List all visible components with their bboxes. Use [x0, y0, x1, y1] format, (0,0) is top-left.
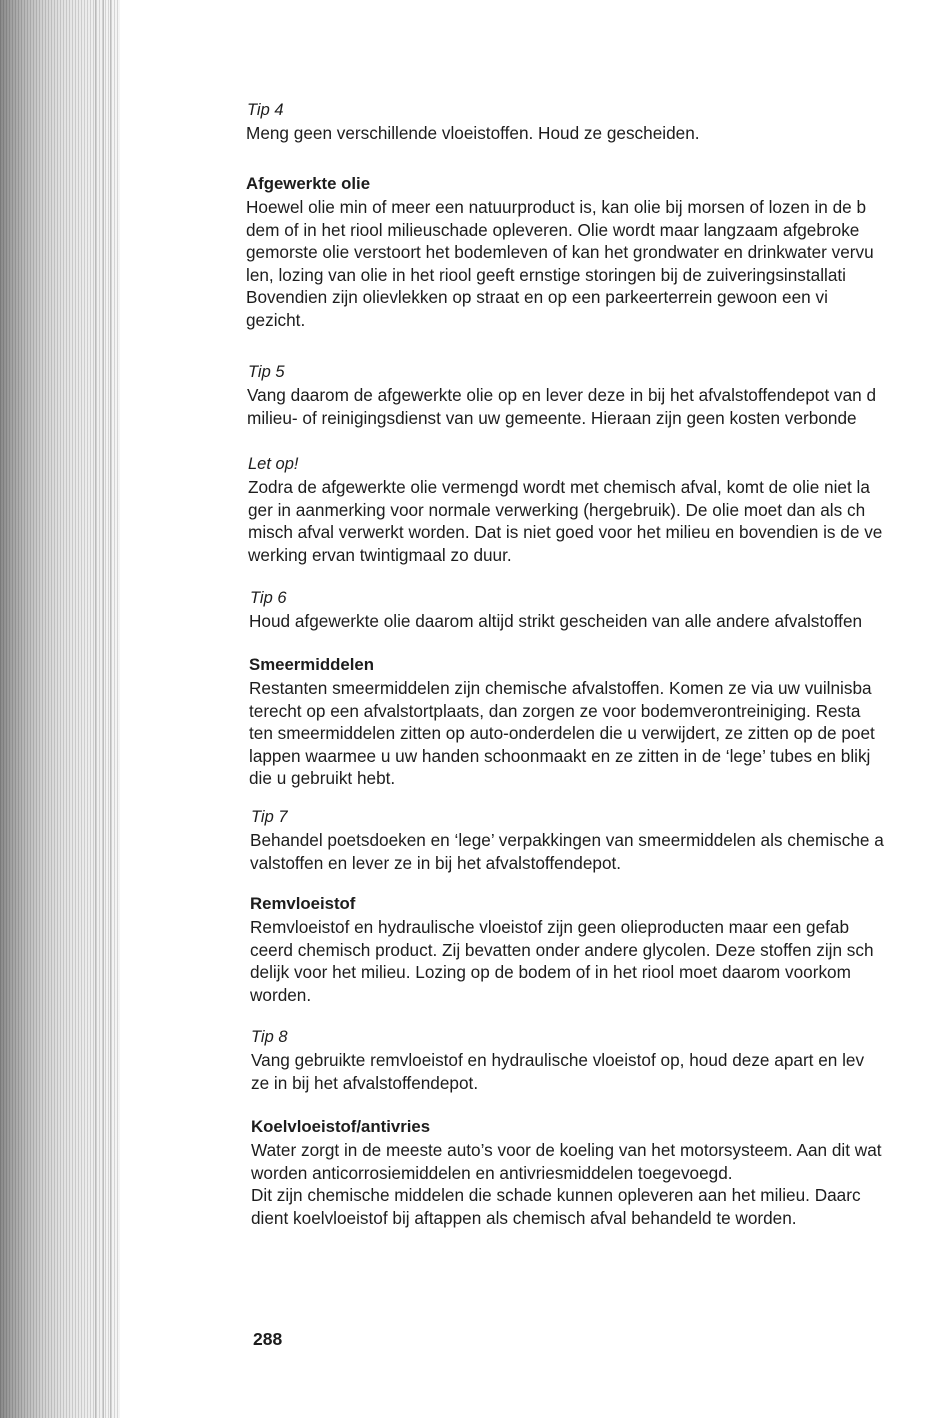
text-line: terecht op een afvalstortplaats, dan zorgen ze voor bodemverontreiniging. Resta [249, 700, 861, 721]
tip-8-text [251, 1049, 864, 1094]
text-line: misch afval verwerkt worden. Dat is niet goed voor het milieu en bovendien is de ve [248, 522, 883, 543]
tip-5-label: Tip 5 [248, 363, 285, 381]
text-line: milieu- of reinigingsdienst van uw gemeente. Hieraan zijn geen kosten verbonde [247, 407, 857, 428]
text-line: len, lozing van olie in het riool geeft ernstige storingen bij de zuiveringsinstallati [246, 264, 847, 285]
text-line: Houd afgewerkte olie daarom altijd strikt gescheiden van alle andere afvalstoffen [249, 611, 863, 631]
heading-smeermiddelen: Smeermiddelen [249, 655, 374, 674]
tip-7-text [250, 829, 884, 874]
text-line: Bovendien zijn olievlekken op straat en op een parkeerterrein gewoon een vi [246, 287, 828, 308]
tip-6-text [249, 610, 862, 633]
tip-7-label: Tip 7 [251, 808, 288, 826]
text-line: werking ervan twintigmaal zo duur. [248, 544, 512, 565]
text-line: ceerd chemisch product. Zij bevatten onder andere glycolen. Deze stoffen zijn sch [250, 939, 874, 960]
tip-4-text [246, 122, 700, 145]
text-line: Hoewel olie min of meer een natuurproduct is, kan olie bij morsen of lozen in de b [246, 197, 867, 217]
text-line: Water zorgt in de meeste auto’s voor de koeling van het motorsysteem. Aan dit wat [251, 1140, 882, 1160]
heading-remvloeistof: Remvloeistof [250, 894, 356, 913]
brake-paragraph [250, 916, 874, 1006]
tip-5-text [247, 384, 876, 429]
text-line: gemorste olie verstoort het bodemleven of kan het grondwater en drinkwater vervu [246, 242, 874, 263]
text-line: Zodra de afgewerkte olie vermengd wordt met chemisch afval, komt de olie niet la [248, 477, 870, 497]
text-line: Behandel poetsdoeken en ‘lege’ verpakkingen van smeermiddelen als chemische a [250, 830, 884, 850]
text-line: Restanten smeermiddelen zijn chemische afvalstoffen. Komen ze via uw vuilnisba [249, 678, 872, 698]
text-line: valstoffen en lever ze in bij het afvalstoffendepot. [250, 852, 622, 873]
text-line: Vang daarom de afgewerkte olie op en lever deze in bij het afvalstoffendepot van d [247, 385, 877, 405]
text-line: ze in bij het afvalstoffendepot. [251, 1072, 479, 1093]
text-line: worden anticorrosiemiddelen en antivriesmiddelen toegevoegd. [251, 1162, 733, 1183]
tip-8-label: Tip 8 [251, 1028, 288, 1046]
text-line: dient koelvloeistof bij aftappen als chemisch afval behandeld te worden. [251, 1207, 797, 1228]
text-line: Dit zijn chemische middelen die schade kunnen opleveren aan het milieu. Daarc [251, 1185, 861, 1206]
tip-6-label: Tip 6 [250, 589, 287, 607]
text-line: dem of in het riool milieuschade opleveren. Olie wordt maar langzaam afgebroke [246, 219, 860, 240]
lubricants-paragraph [249, 677, 875, 790]
tip-4-label: Tip 4 [247, 101, 284, 119]
oil-paragraph [246, 196, 874, 332]
text-line: ger in aanmerking voor normale verwerking (hergebruik). De olie moet dan als ch [248, 499, 866, 520]
text-line: Remvloeistof en hydraulische vloeistof zijn geen olieproducten maar een gefab [250, 917, 850, 937]
text-line: die u gebruikt hebt. [249, 768, 396, 789]
heading-koelvloeistof: Koelvloeistof/antivries [251, 1117, 431, 1136]
let-op-paragraph [248, 476, 882, 566]
heading-afgewerkte-olie: Afgewerkte olie [246, 174, 371, 193]
text-line: gezicht. [246, 309, 306, 330]
let-op-label: Let op! [248, 455, 299, 473]
text-line: worden. [250, 984, 312, 1005]
text-line: lappen waarmee u uw handen schoonmaakt en ze zitten in de ‘lege’ tubes en blikj [249, 745, 871, 766]
text-line: ten smeermiddelen zitten op auto-onderdelen die u verwijdert, ze zitten op de poet [249, 723, 875, 744]
text-line: delijk voor het milieu. Lozing op de bodem of in het riool moet daarom voorkom [250, 962, 851, 983]
text-line: Vang gebruikte remvloeistof en hydraulische vloeistof op, houd deze apart en lev [251, 1050, 865, 1070]
page-number: 288 [253, 1329, 283, 1349]
coolant-paragraph [251, 1139, 882, 1229]
text-line: Meng geen verschillende vloeistoffen. Houd ze gescheiden. [246, 123, 700, 143]
